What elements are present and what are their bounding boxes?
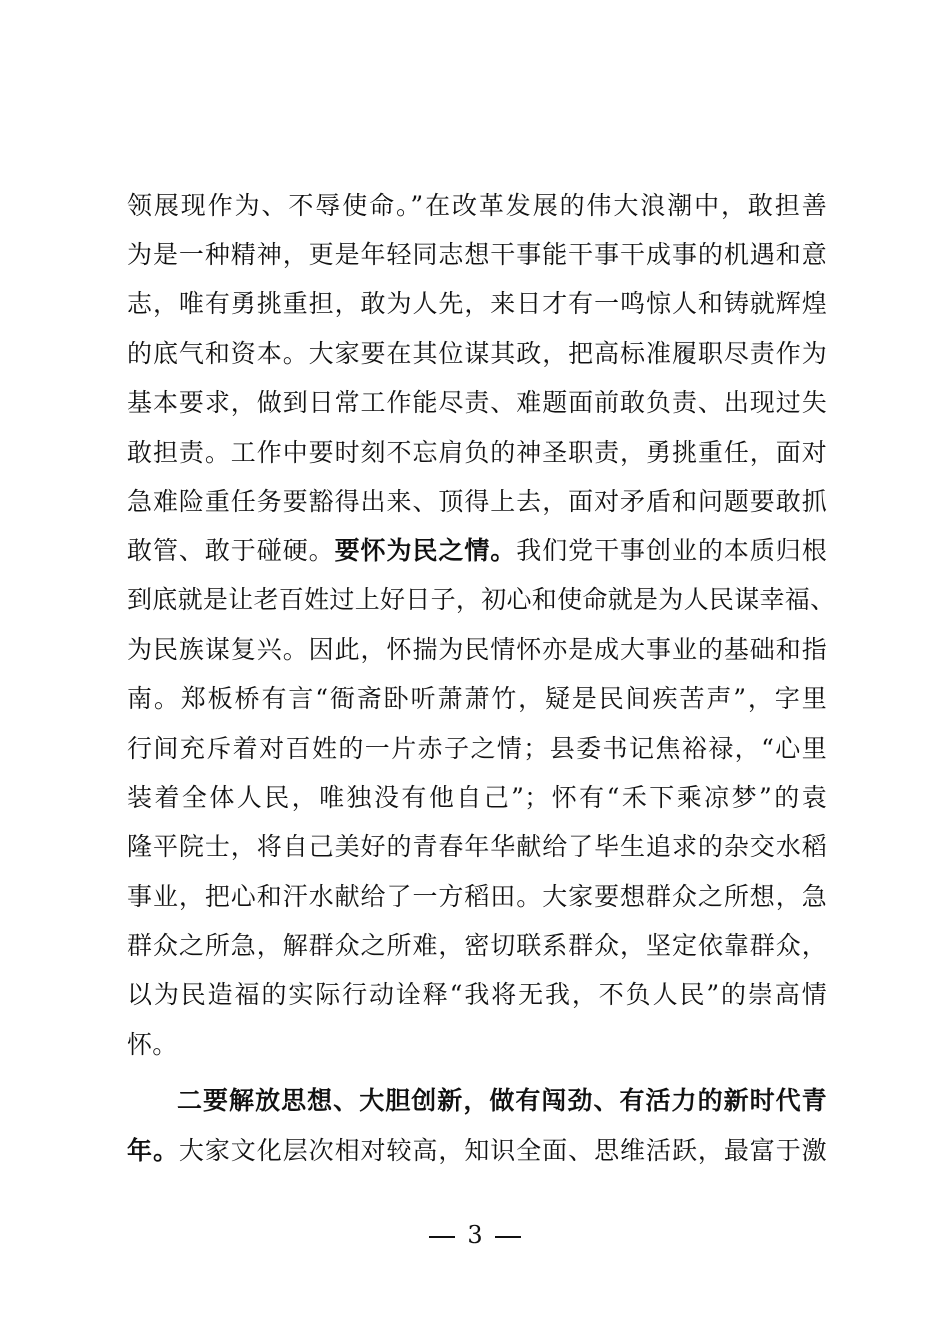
- page-footer: [0, 1220, 950, 1250]
- text-line-1: 领展现作为、不辱使命。”在改革发展的伟大浪潮中，敢担善: [127, 191, 827, 220]
- text-line-5: 基本要求，做到日常工作能尽责、难题面前敢负责、出现过失: [127, 388, 827, 417]
- section-heading: 二要解放思想、大胆创新，做有闯劲、有活力的新时代青: [177, 1086, 827, 1115]
- text-line-9: 到底就是让老百姓过上好日子，初心和使命就是为人民谋幸福、: [127, 585, 836, 614]
- text-line-10: 为民族谋复兴。因此，怀揣为民情怀亦是成大事业的基础和指: [127, 635, 827, 664]
- section-heading-end: 年。: [127, 1136, 179, 1165]
- text-line-13: 装着全体人民，唯独没有他自己”；怀有“禾下乘凉梦”的袁: [127, 783, 827, 812]
- text-segment-plain: 我们党干事创业的本质归根: [516, 536, 827, 565]
- text-line-19: [127, 1135, 827, 1167]
- text-line-2: 为是一种精神，更是年轻同志想干事能干事干成事的机遇和意: [127, 240, 827, 269]
- text-line-3: 志，唯有勇挑重担，敢为人先，来日才有一鸣惊人和铸就辉煌: [127, 289, 827, 318]
- text-line-17: 以为民造福的实际行动诠释“我将无我，不负人民”的崇高情: [127, 980, 827, 1009]
- text-line-12: 行间充斥着对百姓的一片赤子之情；县委书记焦裕禄，“心里: [127, 734, 827, 763]
- text-line-16: 群众之所急，解群众之所难，密切联系群众，坚定依靠群众，: [127, 931, 827, 960]
- text-line-4: 的底气和资本。大家要在其位谋其政，把高标准履职尽责作为: [127, 339, 827, 368]
- page-number: 3: [467, 1221, 483, 1249]
- text-segment-plain: 敢管、敢于碰硬。: [127, 536, 335, 565]
- dash-right-icon: [495, 1236, 521, 1238]
- text-line-6: 敢担责。工作中要时刻不忘肩负的神圣职责，勇挑重任，面对: [127, 438, 827, 467]
- text-line-15: 事业，把心和汗水献给了一方稻田。大家要想群众之所想，急: [127, 882, 827, 911]
- bold-heading-inline: 要怀为民之情。: [334, 536, 517, 565]
- text-line-18: 怀。: [127, 1030, 178, 1059]
- text-line-11: 南。郑板桥有言“衙斋卧听萧萧竹，疑是民间疾苦声”，字里: [127, 684, 827, 713]
- text-segment-plain: 大家文化层次相对较高，知识全面、思维活跃，最富于激: [178, 1136, 827, 1165]
- text-line-8: [127, 535, 827, 567]
- dash-left-icon: [429, 1236, 455, 1238]
- text-line-14: 隆平院士，将自己美好的青春年华献给了毕生追求的杂交水稻: [127, 832, 827, 861]
- text-line-7: 急难险重任务要豁得出来、顶得上去，面对矛盾和问题要敢抓: [127, 487, 827, 516]
